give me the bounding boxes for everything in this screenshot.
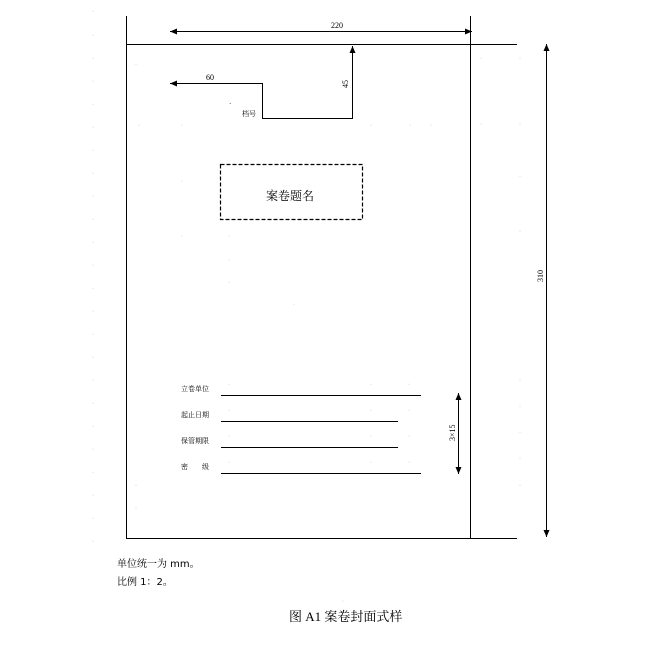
svg-text:·: · xyxy=(293,302,295,308)
svg-text:·: · xyxy=(519,378,521,384)
svg-text:·: · xyxy=(228,434,230,440)
svg-text:·: · xyxy=(92,516,94,522)
svg-text:·: · xyxy=(408,408,410,414)
svg-text:·: · xyxy=(409,123,411,129)
field-label-security: 密 级 xyxy=(181,463,209,471)
figure-caption-prefix: 图 A1 xyxy=(289,609,322,624)
svg-text:·: · xyxy=(92,470,94,476)
figure-caption xyxy=(289,610,402,624)
paragraph-marks-left xyxy=(92,9,94,545)
svg-text:·: · xyxy=(370,123,372,129)
svg-text:·: · xyxy=(92,79,94,85)
svg-text:·: · xyxy=(92,217,94,223)
svg-text:·: · xyxy=(519,122,521,128)
file-number-label: 档号 xyxy=(242,110,256,118)
svg-text:·: · xyxy=(92,401,94,407)
svg-text:·: · xyxy=(92,355,94,361)
svg-text:·: · xyxy=(92,424,94,430)
svg-text:·: · xyxy=(92,102,94,108)
svg-text:·: · xyxy=(519,430,521,436)
field-lines xyxy=(221,396,421,474)
title-box-label: 案卷题名 xyxy=(266,189,315,203)
svg-text:·: · xyxy=(92,194,94,200)
svg-text:·: · xyxy=(480,56,482,62)
svg-text:·: · xyxy=(228,258,230,264)
svg-text:·: · xyxy=(519,456,521,462)
svg-text:·: · xyxy=(138,123,140,129)
svg-text:·: · xyxy=(519,404,521,410)
svg-text:·: · xyxy=(181,123,183,129)
offset-x-label: 60 xyxy=(206,73,214,82)
svg-text:·: · xyxy=(92,493,94,499)
scale-note: 比例 1：2。 xyxy=(117,577,173,588)
svg-text:·: · xyxy=(92,309,94,315)
svg-text:·: · xyxy=(228,382,230,388)
svg-text:·: · xyxy=(92,286,94,292)
svg-text:·: · xyxy=(92,263,94,269)
svg-text:·: · xyxy=(92,33,94,39)
unit-note: 单位统一为 mm。 xyxy=(117,559,200,570)
field-spacing-label: 3×15 xyxy=(448,424,457,441)
svg-text:·: · xyxy=(92,447,94,453)
svg-text:·: · xyxy=(181,179,183,185)
svg-text:·: · xyxy=(92,539,94,545)
svg-text:·: · xyxy=(92,332,94,338)
caption-paragraph-mark: · xyxy=(342,599,344,605)
svg-text:·: · xyxy=(519,174,521,180)
svg-text:·: · xyxy=(228,280,230,286)
height-dimension-label: 310 xyxy=(536,270,545,282)
file-number-dots: · xyxy=(229,100,232,108)
svg-text:·: · xyxy=(519,56,521,62)
paragraph-marks-inner xyxy=(135,62,432,512)
svg-text:·: · xyxy=(370,382,372,388)
field-label-dates: 起止日期 xyxy=(181,411,209,419)
svg-text:·: · xyxy=(135,483,137,489)
figure-caption-text: 案卷封面式样 xyxy=(324,610,403,625)
svg-text:·: · xyxy=(228,234,230,240)
svg-text:·: · xyxy=(135,506,137,512)
svg-text:·: · xyxy=(228,460,230,466)
svg-text:·: · xyxy=(430,123,432,129)
svg-text:·: · xyxy=(370,460,372,466)
field-label-unit: 立卷单位 xyxy=(181,385,209,393)
svg-text:·: · xyxy=(92,240,94,246)
svg-text:·: · xyxy=(181,234,183,240)
svg-text:·: · xyxy=(135,62,137,68)
field-label-retention: 保管期限 xyxy=(181,437,209,445)
svg-text:·: · xyxy=(228,408,230,414)
svg-text:·: · xyxy=(519,483,521,489)
svg-text:·: · xyxy=(92,171,94,177)
svg-text:·: · xyxy=(92,148,94,154)
offset-y-label: 45 xyxy=(341,80,350,88)
svg-text:·: · xyxy=(408,460,410,466)
svg-text:·: · xyxy=(370,434,372,440)
svg-text:·: · xyxy=(480,122,482,128)
svg-text:·: · xyxy=(370,408,372,414)
svg-text:·: · xyxy=(519,229,521,235)
svg-text:·: · xyxy=(92,378,94,384)
paragraph-marks-right xyxy=(480,56,521,489)
svg-text:·: · xyxy=(408,382,410,388)
width-dimension-label: 220 xyxy=(331,21,343,30)
svg-text:·: · xyxy=(92,125,94,131)
svg-text:·: · xyxy=(92,9,94,15)
svg-text:·: · xyxy=(408,434,410,440)
svg-text:·: · xyxy=(92,56,94,62)
